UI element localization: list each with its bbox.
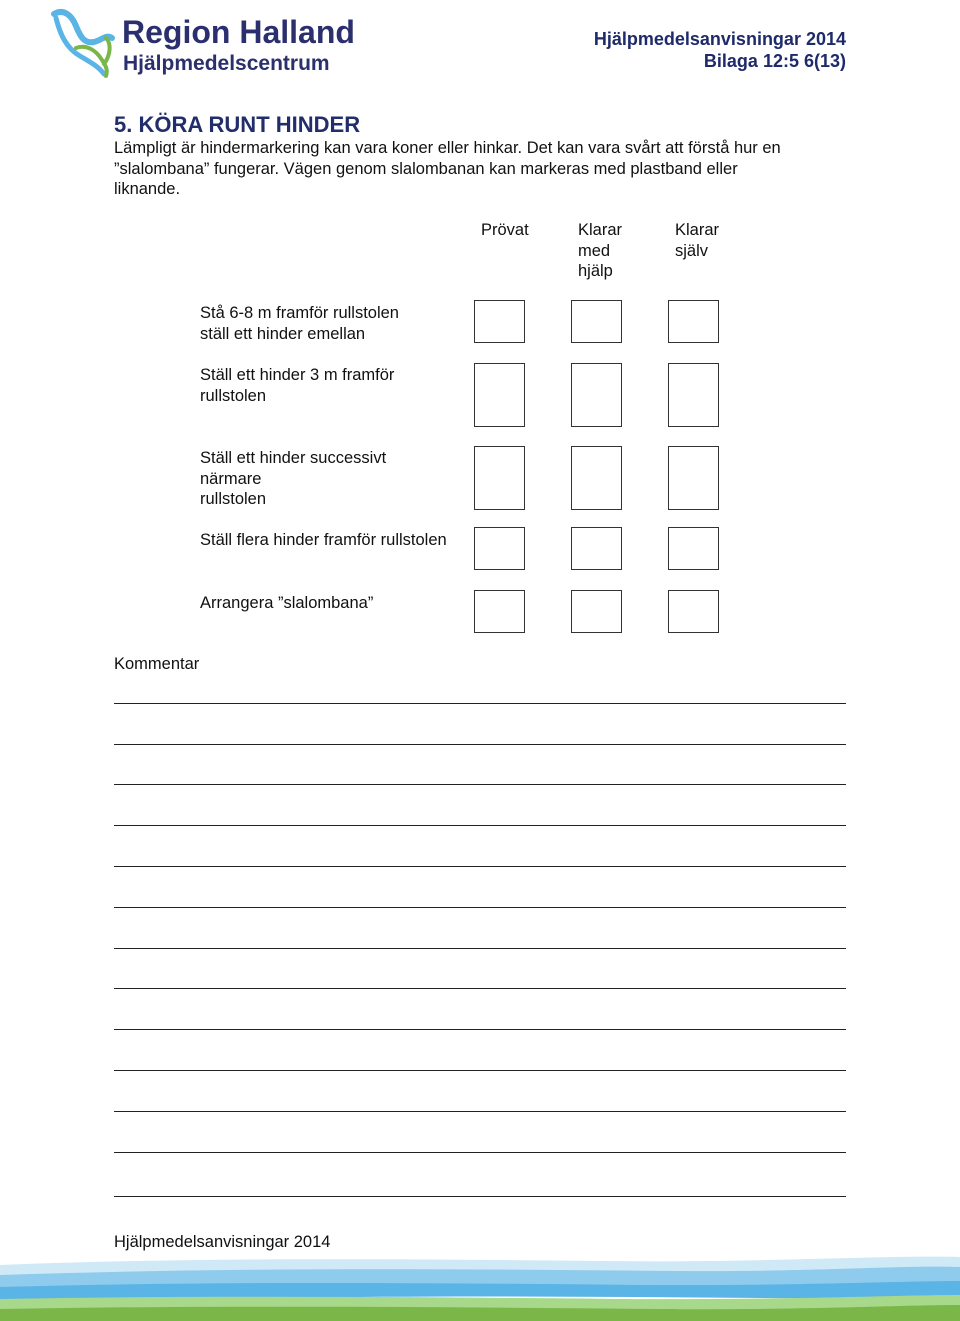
section-title: 5. KÖRA RUNT HINDER (114, 112, 361, 137)
comment-line[interactable] (114, 1111, 846, 1112)
column-header-line: Klarar (675, 221, 720, 239)
checkbox-row1-klarar-med-hjalp[interactable] (571, 300, 622, 343)
checkbox-row4-klarar-med-hjalp[interactable] (571, 527, 622, 570)
row-label-5 (200, 593, 480, 614)
row-label-line: ställ ett hinder emellan (200, 324, 366, 343)
checkbox-row2-klarar-med-hjalp[interactable] (571, 363, 622, 427)
row-label-2 (200, 365, 480, 406)
column-header-line: själv (675, 241, 709, 260)
row-label-line: rullstolen (200, 490, 267, 508)
row-label-3 (200, 448, 480, 510)
row-label-line: Stå 6-8 m framför rullstolen (200, 304, 399, 322)
intro-line: liknande. (114, 180, 181, 198)
column-header-line: Klarar (578, 221, 623, 239)
comment-line[interactable] (114, 907, 846, 908)
row-label-line: Ställ ett hinder successivt (200, 449, 387, 467)
header-doc-title: Hjälpmedelsanvisningar 2014 (593, 29, 846, 49)
row-label-line: Ställ ett hinder 3 m framför (200, 366, 395, 384)
row-label-4 (200, 530, 500, 551)
footer-wave-decoration (0, 1255, 960, 1321)
checkbox-row5-klarar-sjalv[interactable] (668, 590, 719, 633)
column-header-line: hjälp (578, 262, 613, 280)
comment-line[interactable] (114, 1152, 846, 1153)
checkbox-row5-provat[interactable] (474, 590, 525, 633)
comment-line[interactable] (114, 784, 846, 785)
comment-line[interactable] (114, 866, 846, 867)
comment-line[interactable] (114, 948, 846, 949)
row-label-line: närmare (200, 469, 262, 488)
comment-line[interactable] (114, 744, 846, 745)
checkbox-row1-klarar-sjalv[interactable] (668, 300, 719, 343)
checkbox-row3-provat[interactable] (474, 446, 525, 510)
comment-label: Kommentar (114, 655, 200, 673)
checkbox-row4-klarar-sjalv[interactable] (668, 527, 719, 570)
comment-line[interactable] (114, 988, 846, 989)
logo-subname: Hjälpmedelscentrum (123, 52, 330, 75)
row-label-line: rullstolen (200, 386, 267, 405)
checkbox-row2-klarar-sjalv[interactable] (668, 363, 719, 427)
comment-line[interactable] (114, 703, 846, 704)
section-intro (114, 138, 854, 200)
row-label-line: Arrangera ”slalombana” (200, 594, 374, 612)
column-header-klarar-med-hjalp (578, 220, 622, 282)
row-label-line: Ställ flera hinder framför rullstolen (200, 531, 447, 549)
logo-name: Region Halland (122, 14, 355, 50)
comment-line[interactable] (114, 1070, 846, 1071)
comment-line[interactable] (114, 1029, 846, 1030)
column-header-line: med (578, 241, 611, 260)
column-header-klarar-sjalv (675, 220, 719, 261)
intro-line: Lämpligt är hindermarkering kan vara koner eller hinkar. Det kan vara svårt att förstå hur en (114, 139, 781, 157)
checkbox-row4-provat[interactable] (474, 527, 525, 570)
row-label-1 (200, 303, 480, 344)
comment-line[interactable] (114, 825, 846, 826)
header-page-ref: Bilaga 12:5 6(13) (703, 51, 846, 71)
comment-line[interactable] (114, 1196, 846, 1197)
checkbox-row2-provat[interactable] (474, 363, 525, 427)
checkbox-row3-klarar-sjalv[interactable] (668, 446, 719, 510)
column-header-line: Prövat (481, 221, 529, 239)
checkbox-row3-klarar-med-hjalp[interactable] (571, 446, 622, 510)
column-header-provat (481, 220, 529, 241)
footer-text: Hjälpmedelsanvisningar 2014 (114, 1233, 331, 1251)
checkbox-row1-provat[interactable] (474, 300, 525, 343)
intro-line: ”slalombana” fungerar. Vägen genom slalombanan kan markeras med plastband eller (114, 159, 738, 178)
checkbox-row5-klarar-med-hjalp[interactable] (571, 590, 622, 633)
